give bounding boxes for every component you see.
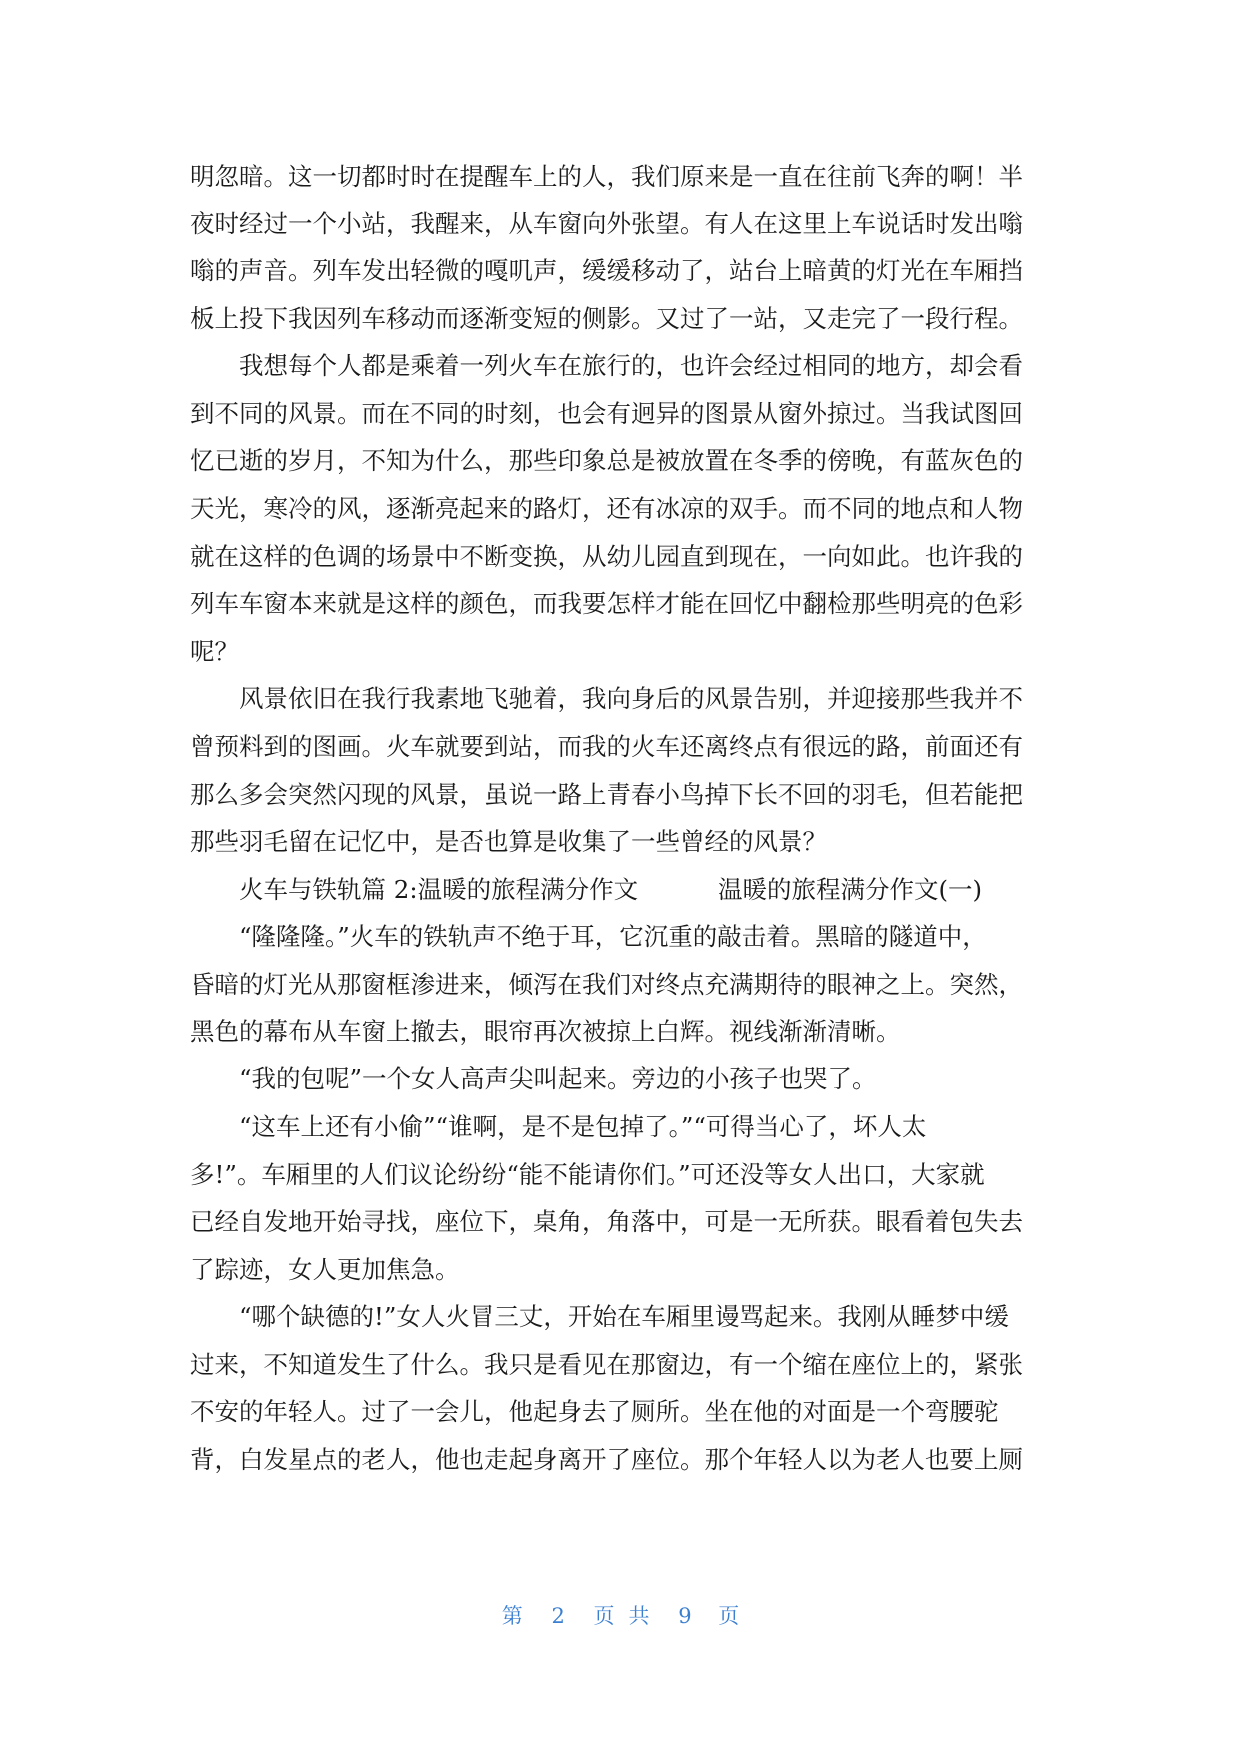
- text-line: 背，白发星点的老人，他也走起身离开了座位。那个年轻人以为老人也要上厕: [190, 1445, 1023, 1474]
- page-number: 2: [551, 1604, 565, 1628]
- text-line: 我想每个人都是乘着一列火车在旅行的，也许会经过相同的地方，却会看: [239, 351, 1023, 380]
- page-total: 9: [678, 1604, 692, 1628]
- footer-middle: 页共: [593, 1604, 664, 1628]
- text-line: 嗡的声音。列车发出轻微的嘎叽声，缓缓移动了，站台上暗黄的灯光在车厢挡: [190, 256, 1023, 285]
- text-line: 过来，不知道发生了什么。我只是看见在那窗边，有一个缩在座位上的，紧张: [190, 1350, 1023, 1379]
- text-line: “我的包呢”一个女人高声尖叫起来。旁边的小孩子也哭了。: [239, 1064, 877, 1093]
- page-footer: [0, 1601, 1241, 1631]
- text-line: 了踪迹，女人更加焦急。: [190, 1255, 460, 1284]
- text-line: 呢？: [190, 637, 239, 666]
- text-line: 那些羽毛留在记忆中，是否也算是收集了一些曾经的风景？: [190, 827, 827, 856]
- text-line: 不安的年轻人。过了一会儿，他起身去了厕所。坐在他的对面是一个弯腰驼: [190, 1397, 999, 1426]
- text-line: “这车上还有小偷”“谁啊，是不是包掉了。”“可得当心了，坏人太: [239, 1112, 927, 1141]
- text-line: 到不同的风景。而在不同的时刻，也会有迥异的图景从窗外掠过。当我试图回: [190, 399, 1023, 428]
- text-line: 黑色的幕布从车窗上撤去，眼帘再次被掠上白辉。视线渐渐清晰。: [190, 1017, 901, 1046]
- text-line: 曾预料到的图画。火车就要到站，而我的火车还离终点有很远的路，前面还有: [190, 732, 1023, 761]
- text-line: 就在这样的色调的场景中不断变换，从幼儿园直到现在，一向如此。也许我的: [190, 542, 1023, 571]
- text-line: 明忽暗。这一切都时时在提醒车上的人，我们原来是一直在往前飞奔的啊！半: [190, 162, 1023, 191]
- section-subheading: 温暖的旅程满分作文(一): [718, 875, 983, 904]
- section-heading: 火车与铁轨篇 2:温暖的旅程满分作文: [239, 875, 639, 904]
- text-line: 多!”。车厢里的人们议论纷纷“能不能请你们。”可还没等女人出口，大家就: [190, 1160, 985, 1189]
- text-line: 昏暗的灯光从那窗框渗进来，倾泻在我们对终点充满期待的眼神之上。突然，: [190, 970, 1023, 999]
- footer-prefix: 第: [501, 1604, 523, 1628]
- text-line: 那么多会突然闪现的风景，虽说一路上青春小鸟掉下长不回的羽毛，但若能把: [190, 780, 1023, 809]
- footer-suffix: 页: [718, 1604, 740, 1628]
- text-line: 列车车窗本来就是这样的颜色，而我要怎样才能在回忆中翻检那些明亮的色彩: [190, 589, 1023, 618]
- text-line: 板上投下我因列车移动而逐渐变短的侧影。又过了一站，又走完了一段行程。: [190, 304, 1023, 333]
- text-line: 忆已逝的岁月，不知为什么，那些印象总是被放置在冬季的傍晚，有蓝灰色的: [190, 446, 1023, 475]
- text-line: 天光，寒冷的风，逐渐亮起来的路灯，还有冰凉的双手。而不同的地点和人物: [190, 494, 1023, 523]
- text-line: 夜时经过一个小站，我醒来，从车窗向外张望。有人在这里上车说话时发出嗡: [190, 209, 1023, 238]
- text-line: “隆隆隆。”火车的铁轨声不绝于耳，它沉重的敲击着。黑暗的隧道中，: [239, 922, 987, 951]
- text-line: 已经自发地开始寻找，座位下，桌角，角落中，可是一无所获。眼看着包失去: [190, 1207, 1023, 1236]
- text-line: 风景依旧在我行我素地飞驰着，我向身后的风景告别，并迎接那些我并不: [239, 684, 1023, 713]
- text-line: “哪个缺德的!”女人火冒三丈，开始在车厢里谩骂起来。我刚从睡梦中缓: [239, 1302, 1009, 1331]
